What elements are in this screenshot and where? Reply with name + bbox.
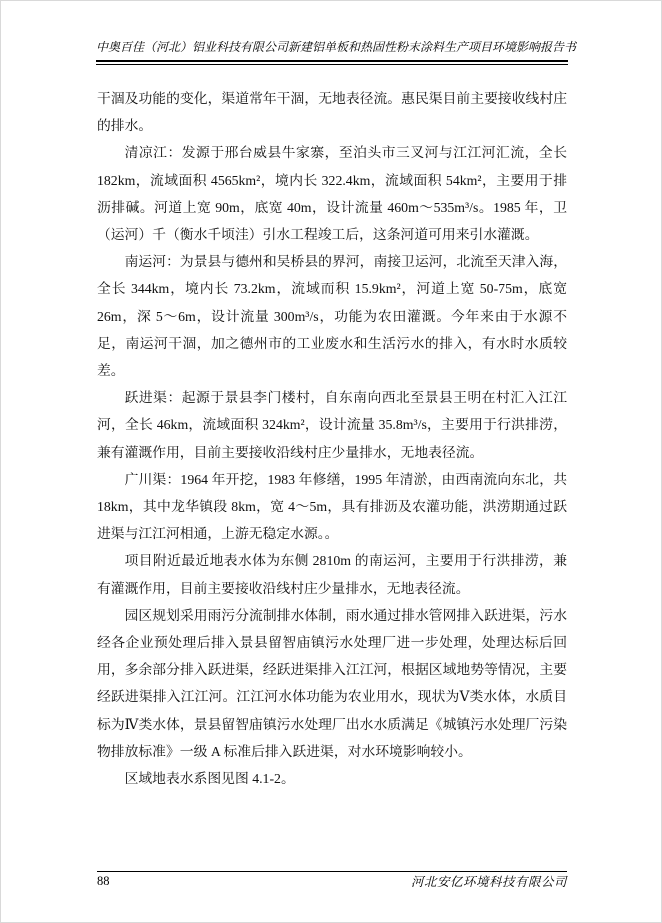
footer-company-name: 河北安亿环境科技有限公司 <box>410 875 567 889</box>
paragraph-park-drainage-plan: 园区规划采用雨污分流制排水体制，雨水通过排水管网排入跃进渠，污水经各企业预处理后排入景县留智庙镇污水处理厂进一步处理，处理达标后回用，多余部分排入跃进渠，经跃进渠排入江江河，根据区域地势等情况，主要经跃进渠排入江江河。江江河水体功能为农业用水，现状为Ⅴ类水体，水质目标为Ⅳ类水体，景县留智庙镇污水处理厂出水水质满足《城镇污水处理厂污染物排放标准》一级 A 标准后排入跃进渠，对水环境影响较小。 <box>97 607 567 759</box>
header-title: 中奥百佳（河北）铝业科技有限公司新建铝单板和热固性粉末涂料生产项目环境影响报告书 <box>96 40 577 54</box>
page-header <box>96 39 577 65</box>
paragraph-south-canal: 南运河：为景县与德州和吴桥县的界河，南接卫运河，北流至天津入海，全长 344km，境内长 73.2km，流域而积 15.9km²，河道上宽 50-75m，底宽 26m，深 5～6m，设计流量 300m³/s，功能为农田灌溉。今年来由于水源不足，南运河干涸，加之德州市的工业废水和生活污水的排入，有水时水质较差。 <box>97 254 567 379</box>
header-double-rule <box>96 60 568 65</box>
paragraph-yuejin-channel: 跃进渠：起源于景县李门楼村，自东南向西北至景县王明在村汇入江江河，全长 46km，流域面积 324km²，设计流量 35.8m³/s，主要用于行洪排涝，兼有灌溉作用，目前主要接收沿线村庄少量排水，无地表径流。 <box>97 390 567 460</box>
footer-row <box>97 874 567 891</box>
page-number: 88 <box>97 874 110 888</box>
document-body <box>97 85 567 792</box>
paragraph-nearest-surface-water: 项目附近最近地表水体为东侧 2810m 的南运河，主要用于行洪排涝，兼有灌溉作用，目前主要接收沿线村庄少量排水，无地表径流。 <box>97 553 567 596</box>
paragraph-huimin-canal-continuation: 干涸及功能的变化，渠道常年干涸，无地表径流。惠民渠目前主要接收线村庄的排水。 <box>97 91 567 134</box>
paragraph-qingliang-river: 清凉江：发源于邢台威县牛家寨，至泊头市三叉河与江江河汇流，全长 182km，流域面积 4565km²，境内长 322.4km，流域面积 54km²，主要用于排沥排碱。河道上宽 90m，底宽 40m，设计流量 460m～535m³/s。1985 年，卫（运河）千（衡水千顷洼）引水工程竣工后，这条河道可用来引水灌溉。 <box>97 145 567 243</box>
page-footer <box>97 871 567 891</box>
paragraph-guangchuan-channel: 广川渠：1964 年开挖，1983 年修缮，1995 年清淤，由西南流向东北，共 18km，其中龙华镇段 8km，宽 4～5m，具有排沥及农灌功能，洪涝期通过跃进渠与江江河相通，上游无稳定水源。。 <box>97 471 567 542</box>
footer-rule <box>97 871 567 872</box>
paragraph-figure-reference: 区域地表水系图见图 4.1-2。 <box>124 771 295 787</box>
